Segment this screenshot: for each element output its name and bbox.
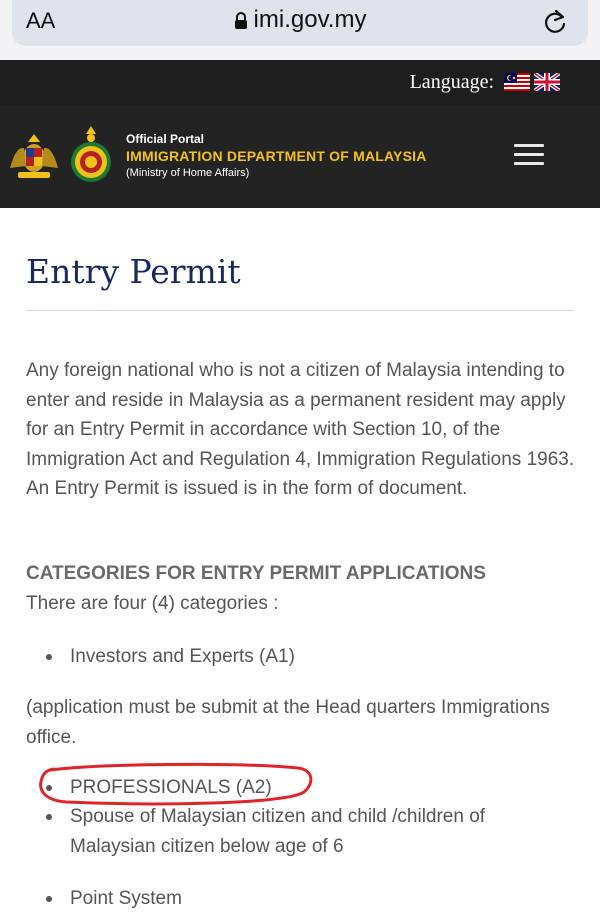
address-bar[interactable] [12,0,588,46]
url-display[interactable] [12,6,588,34]
category-label: Spouse of Malaysian citizen and child /children of Malaysian citizen below age of 6 [70,806,486,857]
reload-icon[interactable] [542,7,568,35]
menu-icon[interactable] [514,144,544,168]
page-title: Entry Permit [26,252,241,291]
ministry-label: (Ministry of Home Affairs) [126,167,250,179]
portal-title-block[interactable] [126,132,427,179]
category-list-item [46,884,546,914]
browser-toolbar [0,0,600,60]
intro-paragraph: Any foreign national who is not a citizen of Malaysia intending to enter and reside in Malaysia as a permanent resident may apply for an Entry Permit in accordance with Section 10, of the Immigration Act and Regulation 4, Immigration Regulations 1963. An Entry Permit is issued is in the form of document. [26,360,575,499]
department-name: IMMIGRATION DEPARTMENT OF MALAYSIA [126,148,427,164]
immigration-department-logo[interactable] [66,124,116,188]
category-label: Point System [70,888,182,909]
category-label: PROFESSIONALS (A2) [70,777,272,798]
section-heading: CATEGORIES FOR ENTRY PERMIT APPLICATIONS [26,563,486,584]
categories-intro: There are four (4) categories : [26,593,279,614]
title-divider [26,310,574,311]
official-portal-label: Official Portal [126,132,205,146]
language-bar [0,60,600,107]
lock-icon [234,12,248,30]
malaysia-flag-icon[interactable] [504,73,530,91]
uk-flag-icon[interactable] [534,73,560,91]
url-text: imi.gov.my [253,6,367,33]
category-list-item [46,802,546,861]
red-highlight-circle [36,762,316,808]
category-list-item [46,642,546,672]
application-note: (application must be submit at the Head quarters Immigrations office. [26,697,550,748]
category-label: Investors and Experts (A1) [70,646,295,667]
language-label: Language: [409,71,494,93]
malaysia-coat-of-arms-logo[interactable] [6,132,62,182]
text-size-button[interactable]: AA [26,8,56,33]
